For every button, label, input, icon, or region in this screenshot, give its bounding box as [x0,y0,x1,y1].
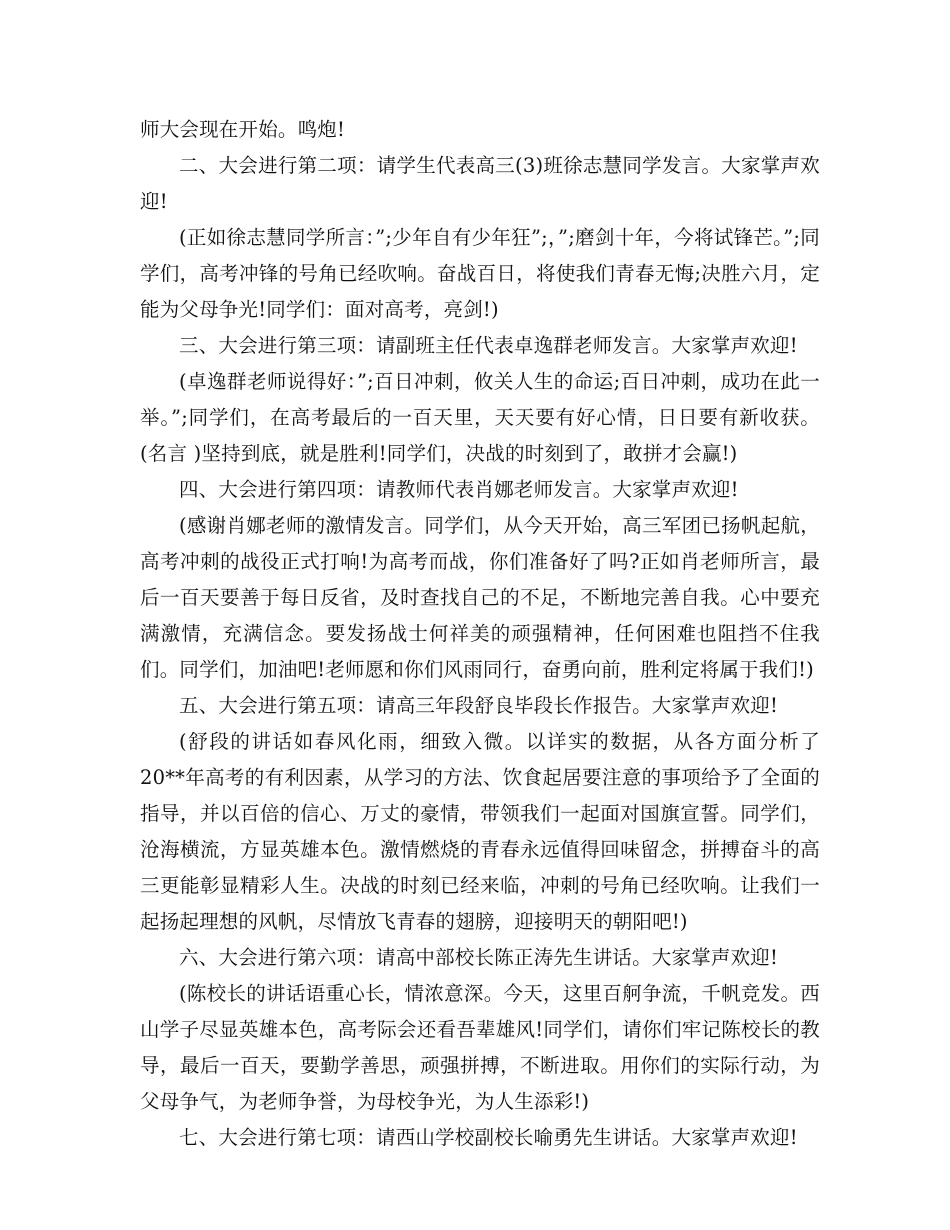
paragraph-item-2-comment: (正如徐志慧同学所言：”;少年自有少年狂”;，”;磨剑十年，今将试锋芒。”;同学们，高考冲锋的号角已经吹响。奋战百日，将使我们青春无悔;决胜六月，定能为父母争光!同学们：面对高考，亮剑!) [140,226,820,321]
paragraph-continuation: 师大会现在开始。鸣炮! [140,118,346,141]
paragraph-item-5-heading: 五、大会进行第五项：请高三年段舒良毕段长作报告。大家掌声欢迎! [179,694,779,717]
paragraph-item-6-comment: (陈校长的讲话语重心长，情浓意深。今天，这里百舸争流，千帆竞发。西山学子尽显英雄本色，高考际会还看吾辈雄风!同学们，请你们牢记陈校长的教导，最后一百天，要勤学善思，顽强拼搏，不断进取。用你们的实际行动，为父母争气，为老师争誉，为母校争光，为人生添彩!) [140,982,820,1113]
paragraph-item-3-heading: 三、大会进行第三项：请副班主任代表卓逸群老师发言。大家掌声欢迎! [179,334,798,357]
paragraph-item-5-comment: (舒段的讲话如春风化雨，细致入微。以详实的数据，从各方面分析了 20**年高考的有利因素，从学习的方法、饮食起居要注意的事项给予了全面的指导，并以百倍的信心、万丈的豪情，带领我们一起面对国旗宣誓。同学们，沧海横流，方显英雄本色。激情燃烧的青春永远值得回味留念，拼搏奋斗的高三更能彰显精彩人生。决战的时刻已经来临，冲刺的号角已经吹响。让我们一起扬起理想的风帆，尽情放飞青春的翅膀，迎接明天的朝阳吧!) [140,730,820,933]
paragraph-item-6-heading: 六、大会进行第六项：请高中部校长陈正涛先生讲话。大家掌声欢迎! [179,946,779,969]
paragraph-item-4-heading: 四、大会进行第四项：请教师代表肖娜老师发言。大家掌声欢迎! [179,478,739,501]
paragraph-item-3-comment: (卓逸群老师说得好：”;百日冲刺，攸关人生的命运;百日冲刺，成功在此一举。”;同学们，在高考最后的一百天里，天天要有好心情，日日要有新收获。(名言 )坚持到底，就是胜利!同学们，决战的时刻到了，敢拼才会赢!) [140,370,820,465]
document-body [140,112,820,1156]
paragraph-item-7-heading: 七、大会进行第七项：请西山学校副校长喻勇先生讲话。大家掌声欢迎! [179,1126,798,1149]
paragraph-item-4-comment: (感谢肖娜老师的激情发言。同学们，从今天开始，高三军团已扬帆起航，高考冲刺的战役正式打响!为高考而战，你们准备好了吗?正如肖老师所言，最后一百天要善于每日反省，及时查找自己的不足，不断地完善自我。心中要充满激情，充满信念。要发扬战士何祥美的顽强精神，任何困难也阻挡不住我们。同学们，加油吧!老师愿和你们风雨同行，奋勇向前，胜利定将属于我们!) [140,514,820,681]
paragraph-item-2-heading: 二、大会进行第二项：请学生代表高三(3)班徐志慧同学发言。大家掌声欢迎! [140,154,820,213]
